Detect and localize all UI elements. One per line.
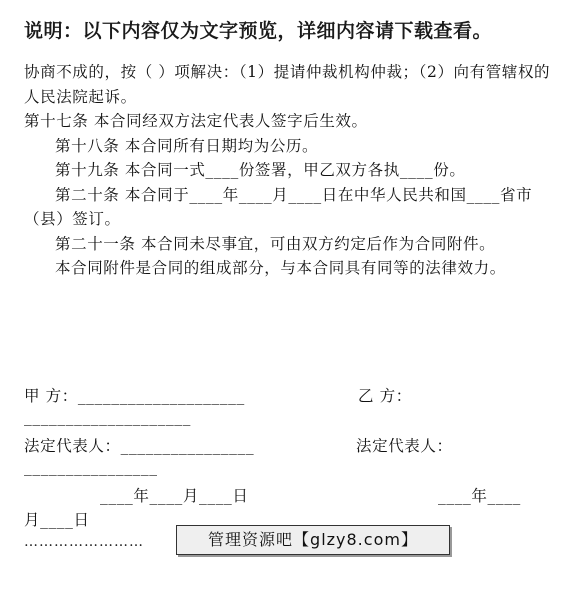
rep-a-line: ________________ xyxy=(120,437,255,455)
party-a-signature xyxy=(24,384,245,406)
watermark-banner: 管理资源吧【glzy8.com】 xyxy=(176,525,450,555)
party-b-line: ____________________ xyxy=(24,408,191,426)
footer-dots: …………………… xyxy=(24,534,144,550)
preview-notice: 说明：以下内容仅为文字预览，详细内容请下载查看。 xyxy=(24,20,493,42)
paragraph-article-18: 第十八条 本合同所有日期均为公历。 xyxy=(55,136,319,155)
date-b-part1: ____年____ xyxy=(438,487,521,505)
party-b-signature xyxy=(358,384,412,406)
paragraph-article-20: 第二十条 本合同于____年____月____日在中华人民共和国____省市（县）签订。 xyxy=(24,185,533,228)
date-b-part2: 月____日 xyxy=(24,511,90,529)
contract-body xyxy=(24,60,554,281)
paragraph-article-19: 第十九条 本合同一式____份签署，甲乙双方各执____份。 xyxy=(55,161,466,179)
date-a: ____年____月____日 xyxy=(100,487,249,505)
rep-a-label: 法定代表人： xyxy=(24,437,121,455)
paragraph-appendix: 本合同附件是合同的组成部分，与本合同具有同等的法律效力。 xyxy=(55,259,506,277)
paragraph-dispute-resolution: 协商不成的，按（ ）项解决：（1）提请仲裁机构仲裁；（2）向有管辖权的人民法院起诉。 xyxy=(24,63,551,106)
rep-b-label: 法定代表人： xyxy=(356,437,453,455)
rep-a-signature xyxy=(24,434,254,456)
party-a-label: 甲 方： xyxy=(24,387,78,405)
party-b-label: 乙 方： xyxy=(358,387,412,405)
rep-b-line: ________________ xyxy=(24,458,158,476)
paragraph-article-17: 第十七条 本合同经双方法定代表人签字后生效。 xyxy=(24,112,368,130)
paragraph-article-21: 第二十一条 本合同未尽事宜，可由双方约定后作为合同附件。 xyxy=(55,234,496,253)
party-a-line: ____________________ xyxy=(77,387,245,405)
